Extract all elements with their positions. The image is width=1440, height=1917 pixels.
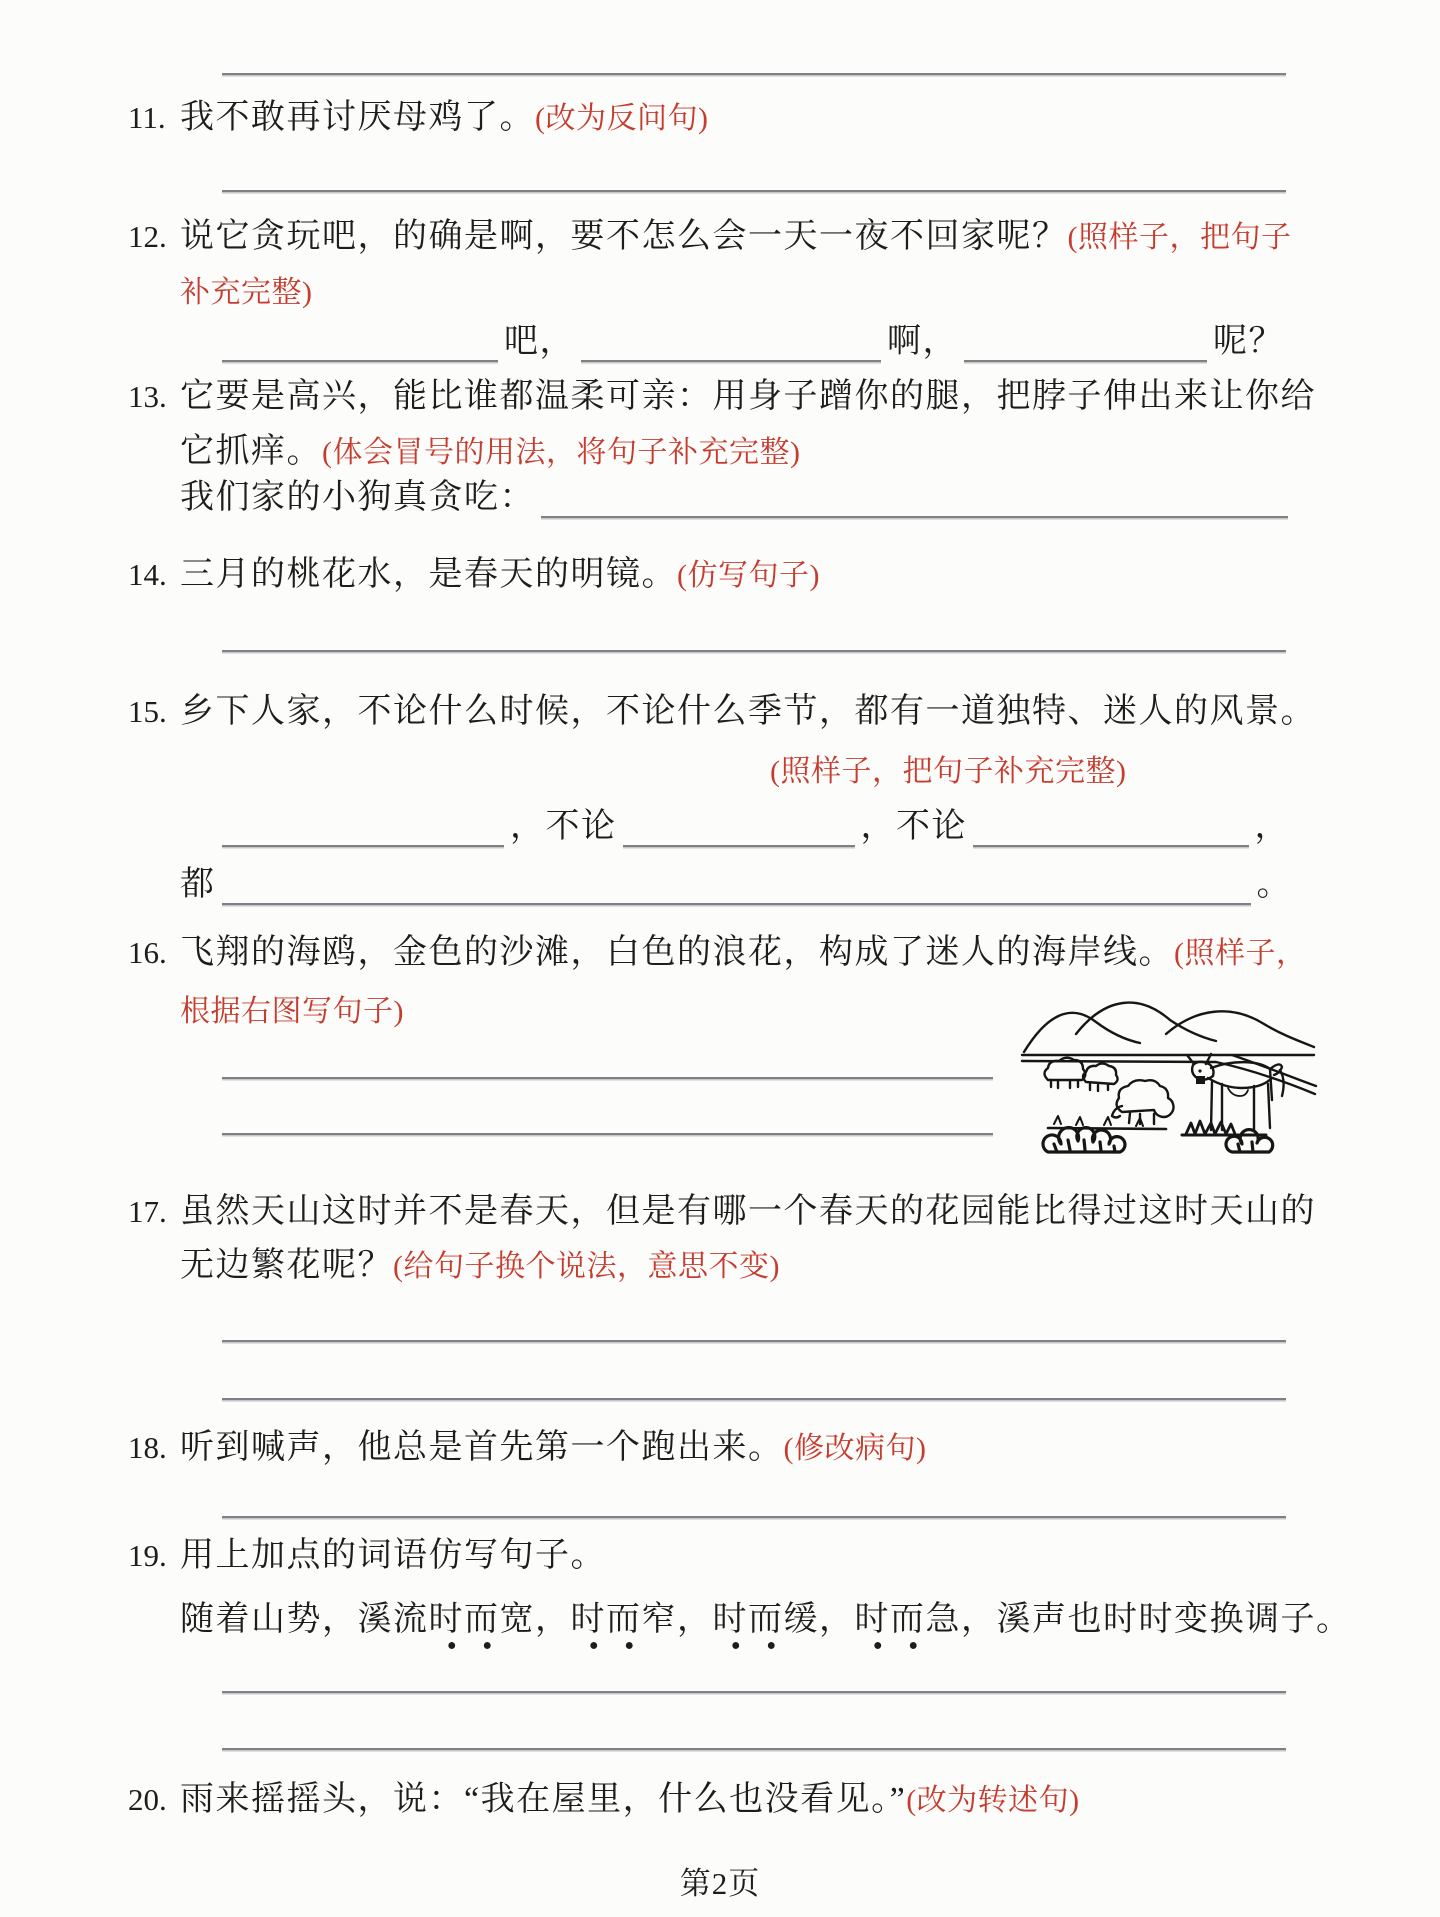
page-number: 第2页	[679, 1866, 761, 1901]
question-number: 20.	[128, 1782, 167, 1817]
question-20	[128, 1778, 1318, 1823]
question-number: 15.	[128, 694, 167, 729]
sentence-part: 窄，	[641, 1601, 713, 1638]
pasture-illustration	[1018, 972, 1318, 1158]
bushes	[1043, 1128, 1125, 1152]
question-instruction: (仿写句子)	[677, 559, 820, 592]
sentence-part: 宽，	[499, 1601, 571, 1638]
question-15-blanks	[222, 805, 1290, 847]
sentence-part: 溪声也时时变换调子。	[996, 1601, 1352, 1638]
sheep-grazing	[1117, 1080, 1174, 1117]
cow	[1187, 1054, 1284, 1130]
answer-line	[222, 1748, 1286, 1750]
question-13-blank-row	[180, 476, 1288, 518]
answer-line	[222, 1516, 1286, 1518]
blank-line	[222, 318, 498, 362]
answer-line	[222, 650, 1286, 652]
question-text: 无边繁花呢？	[180, 1247, 393, 1284]
blank-line	[222, 861, 1251, 905]
question-number: 16.	[128, 935, 167, 970]
sentence-part: 急，	[925, 1601, 997, 1638]
answer-line	[222, 190, 1286, 192]
question-text: 它抓痒。	[180, 433, 322, 470]
mountain-ridge	[1166, 1011, 1314, 1047]
blank-line	[222, 803, 504, 847]
answer-line	[222, 1077, 993, 1079]
blank-word: 呢？	[1213, 323, 1284, 360]
question-number: 11.	[128, 100, 166, 135]
blank-word: 吧，	[504, 323, 575, 360]
question-text: 三月的桃花水，是春天的明镜。	[180, 556, 677, 593]
question-text: 雨来摇摇头，说：“我在屋里，什么也没看见。”	[180, 1781, 907, 1818]
question-text: 它要是高兴，能比谁都温柔可亲：用身子蹭你的腿，把脖子伸出来让你给	[180, 378, 1316, 415]
question-instruction: (修改病句)	[783, 1432, 927, 1465]
blank-word: ，	[1254, 808, 1290, 845]
blank-line	[623, 803, 855, 847]
question-17	[128, 1190, 1318, 1234]
answer-line	[222, 73, 1286, 75]
question-12	[128, 215, 1318, 260]
answer-line	[222, 1340, 1286, 1342]
prompt-text: 都	[180, 866, 216, 903]
emphasized-word: 时而	[571, 1601, 642, 1651]
question-text: 飞翔的海鸥，金色的沙滩，白色的浪花，构成了迷人的海岸线。	[180, 934, 1174, 971]
question-number: 17.	[128, 1194, 167, 1229]
pasture-illustration-svg	[1018, 972, 1318, 1158]
question-number: 13.	[128, 379, 167, 414]
question-12-instruction-wrap: 补充完整)	[180, 276, 313, 309]
question-number: 18.	[128, 1430, 167, 1465]
emphasized-word: 时而	[429, 1601, 500, 1651]
question-18	[128, 1426, 1318, 1471]
question-text: 虽然天山这时并不是春天，但是有哪一个春天的花园能比得过这时天山的	[180, 1193, 1316, 1230]
bush	[1226, 1130, 1273, 1152]
question-14	[128, 553, 1318, 598]
question-text: 听到喊声，他总是首先第一个跑出来。	[180, 1429, 784, 1466]
question-19-example-sentence	[180, 1598, 1352, 1642]
question-15-instruction: (照样子，把句子补充完整)	[770, 755, 1127, 788]
question-text: 我不敢再讨厌母鸡了。	[180, 99, 535, 136]
sentence-part: 随着山势，溪流	[180, 1601, 429, 1638]
question-text: 乡下人家，不论什么时候，不论什么季节，都有一道独特、迷人的风景。	[180, 693, 1316, 730]
blank-line	[964, 318, 1207, 362]
question-15	[128, 690, 1318, 734]
question-number: 12.	[128, 219, 167, 254]
blank-line	[973, 803, 1249, 847]
question-15-blank-row2	[180, 863, 1292, 905]
question-16-instruction-wrap: 根据右图写句子)	[180, 995, 404, 1028]
blank-line	[581, 318, 881, 362]
question-13-line2	[180, 430, 1320, 475]
question-text: 说它贪玩吧，的确是啊，要不怎么会一天一夜不回家呢？	[180, 218, 1068, 255]
question-instruction: (体会冒号的用法，将句子补充完整)	[322, 436, 801, 469]
prompt-text: 我们家的小狗真贪吃：	[180, 479, 535, 516]
question-number: 14.	[128, 557, 167, 592]
blank-line	[541, 474, 1288, 518]
question-17-line2	[180, 1244, 1320, 1289]
question-text: 用上加点的词语仿写句子。	[180, 1537, 606, 1574]
sheep	[1083, 1064, 1118, 1085]
question-12-blanks	[222, 320, 1290, 362]
blank-word: ，不论	[510, 808, 617, 845]
answer-line	[222, 1398, 1286, 1400]
question-11	[128, 96, 1318, 141]
emphasized-word: 时而	[713, 1601, 784, 1651]
sentence-part: 缓，	[783, 1601, 855, 1638]
question-19	[128, 1534, 1318, 1578]
question-instruction: (改为转述句)	[906, 1784, 1080, 1817]
emphasized-word: 时而	[855, 1601, 926, 1651]
prompt-text: 。	[1256, 866, 1292, 903]
question-instruction: (给句子换个说法，意思不变)	[393, 1250, 780, 1283]
question-instruction: (照样子，	[1174, 937, 1307, 970]
question-instruction: (改为反问句)	[535, 102, 709, 135]
blank-word: 啊，	[887, 323, 958, 360]
question-13	[128, 375, 1318, 419]
question-number: 19.	[128, 1538, 167, 1573]
question-instruction: (照样子，把句子	[1067, 221, 1292, 254]
question-16	[128, 931, 1318, 976]
blank-word: ，不论	[860, 808, 967, 845]
answer-line	[222, 1133, 993, 1135]
answer-line	[222, 1691, 1286, 1693]
